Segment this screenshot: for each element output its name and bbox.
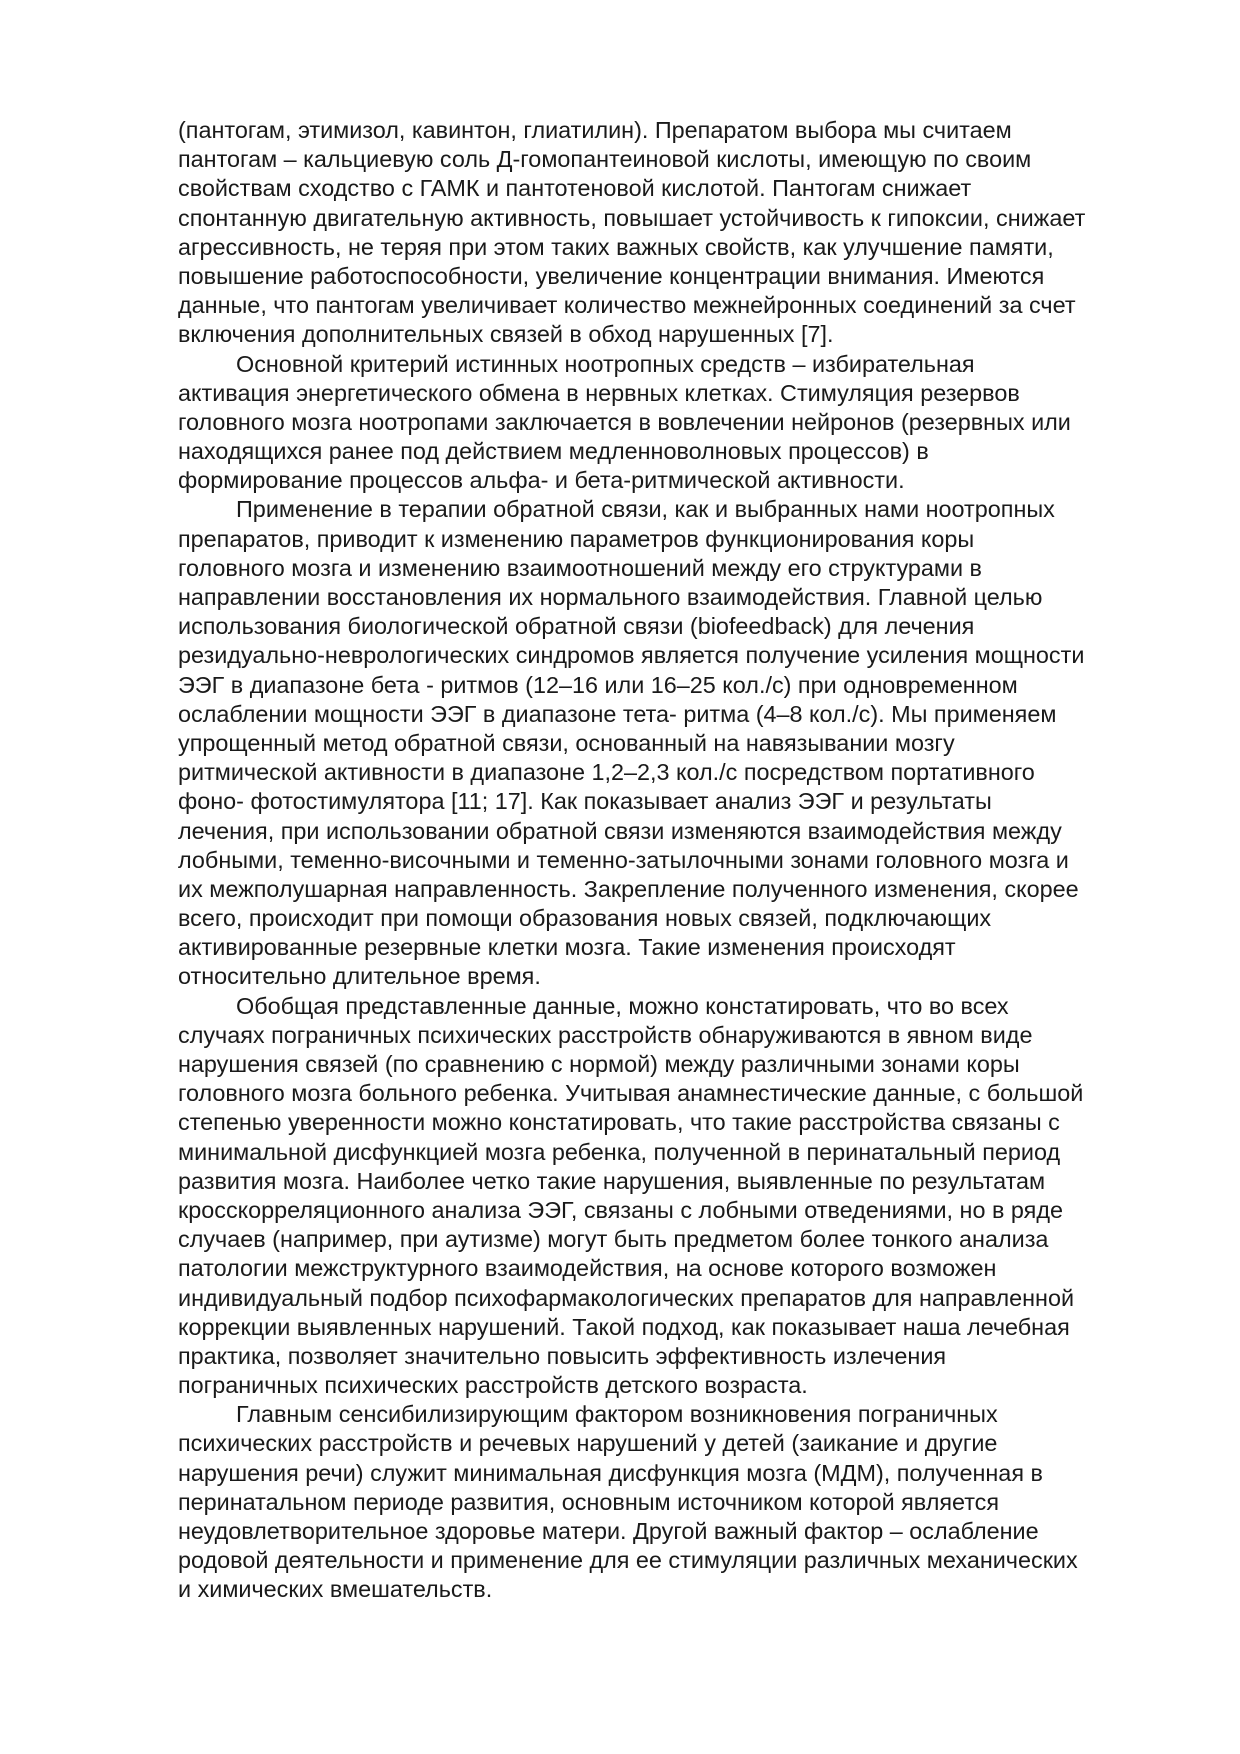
text-line: неудовлетворительное здоровье матери. Другой важный фактор – ослабление — [178, 1518, 1039, 1544]
text-line: ритмической активности в диапазоне 1,2–2,3 кол./с посредством портативного — [178, 759, 1035, 786]
text-line: нарушения речи) служит минимальная дисфункция мозга (МДМ), полученная в — [178, 1459, 1043, 1486]
text-line: головного мозга больного ребенка. Учитывая анамнестические данные, с большой — [178, 1080, 1084, 1107]
text-line: резидуально-неврологических синдромов является получение усиления мощности — [178, 642, 1085, 669]
text-line: развития мозга. Наиболее четко такие нарушения, выявленные по результатам — [178, 1167, 1046, 1194]
text-line: ЭЭГ в диапазоне бета - ритмов (12–16 или 16–25 кол./с) при одновременном — [178, 671, 1018, 698]
text-line: использования биологической обратной связи (biofeedback) для лечения — [178, 613, 975, 640]
text-line: коррекции выявленных нарушений. Такой подход, как показывает наша лечебная — [178, 1313, 1070, 1340]
text-line: Применение в терапии обратной связи, как и выбранных нами ноотропных — [236, 496, 1055, 523]
text-line: свойствам сходство с ГАМК и пантотеновой кислотой. Пантогам снижает — [178, 175, 972, 202]
text-line: фоно- фотостимулятора [11; 17]. Как показывает анализ ЭЭГ и результаты — [178, 788, 992, 815]
document-body — [178, 116, 1158, 1605]
text-line: патологии межструктурного взаимодействия, на основе которого возможен — [178, 1255, 997, 1282]
text-line: агрессивность, не теряя при этом таких важных свойств, как улучшение памяти, — [178, 233, 1054, 260]
text-line: перинатальном периоде развития, основным источником которой является — [178, 1488, 1000, 1515]
text-line: головного мозга ноотропами заключается в вовлечении нейронов (резервных или — [178, 408, 1071, 435]
text-line: данные, что пантогам увеличивает количество межнейронных соединений за счет — [178, 292, 1076, 319]
text-line: относительно длительное время. — [178, 963, 541, 990]
paragraph — [178, 495, 1158, 991]
text-line: лобными, теменно-височными и теменно-затылочными зонами головного мозга и — [178, 846, 1069, 873]
text-line: случаев (например, при аутизме) могут быть предметом более тонкого анализа — [178, 1226, 1049, 1253]
text-line: случаях пограничных психических расстройств обнаруживаются в явном виде — [178, 1021, 1033, 1048]
text-line: активированные резервные клетки мозга. Такие изменения происходят — [178, 934, 956, 961]
text-line: кросскорреляционного анализа ЭЭГ, связаны с лобными отведениями, но в ряде — [178, 1196, 1063, 1223]
text-line: их межполушарная направленность. Закрепление полученного изменения, скорее — [178, 875, 1079, 902]
text-line: степенью уверенности можно констатировать, что такие расстройства связаны с — [178, 1109, 1060, 1136]
text-line: индивидуальный подбор психофармакологических препаратов для направленной — [178, 1284, 1075, 1311]
text-line: пантогам – кальциевую соль Д-гомопантеиновой кислоты, имеющую по своим — [178, 146, 1032, 173]
text-line: повышение работоспособности, увеличение концентрации внимания. Имеются — [178, 262, 1045, 289]
text-line: нарушения связей (по сравнению с нормой) между различными зонами коры — [178, 1051, 1020, 1077]
paragraph — [178, 1400, 1158, 1604]
text-line: Главным сенсибилизирующим фактором возникновения пограничных — [236, 1401, 998, 1428]
text-line: включения дополнительных связей в обход нарушенных [7]. — [178, 321, 834, 348]
text-line: минимальной дисфункцией мозга ребенка, полученной в перинатальный период — [178, 1138, 1061, 1165]
text-line: головного мозга и изменению взаимоотношений между его структурами в — [178, 554, 982, 581]
text-line: направлении восстановления их нормального взаимодействия. Главной целью — [178, 584, 1043, 610]
text-line: Обобщая представленные данные, можно констатировать, что во всех — [236, 992, 1009, 1019]
text-line: Основной критерий истинных ноотропных средств – избирательная — [236, 350, 975, 377]
paragraph — [178, 350, 1158, 496]
text-line: пограничных психических расстройств детского возраста. — [178, 1372, 808, 1399]
text-line: активация энергетического обмена в нервных клетках. Стимуляция резервов — [178, 379, 1020, 406]
paragraph — [178, 116, 1158, 350]
text-line: препаратов, приводит к изменению параметров функционирования коры — [178, 525, 975, 552]
text-line: и химических вмешательств. — [178, 1576, 493, 1603]
text-line: лечения, при использовании обратной связи изменяются взаимодействия между — [178, 817, 1062, 844]
text-line: формирование процессов альфа- и бета-ритмической активности. — [178, 467, 905, 494]
text-line: (пантогам, этимизол, кавинтон, глиатилин). Препаратом выбора мы считаем — [178, 117, 1012, 143]
text-line: упрощенный метод обратной связи, основанный на навязывании мозгу — [178, 729, 955, 756]
text-line: находящихся ранее под действием медленноволновых процессов) в — [178, 438, 929, 465]
text-line: родовой деятельности и применение для ее стимуляции различных механических — [178, 1547, 1078, 1574]
text-line: психических расстройств и речевых нарушений у детей (заикание и другие — [178, 1430, 998, 1457]
paragraph — [178, 992, 1158, 1401]
text-line: практика, позволяет значительно повысить эффективность излечения — [178, 1342, 947, 1369]
text-line: спонтанную двигательную активность, повышает устойчивость к гипоксии, снижает — [178, 204, 1086, 231]
text-line: всего, происходит при помощи образования новых связей, подключающих — [178, 905, 992, 932]
text-line: ослаблении мощности ЭЭГ в диапазоне тета- ритма (4–8 кол./с). Мы применяем — [178, 700, 1057, 727]
